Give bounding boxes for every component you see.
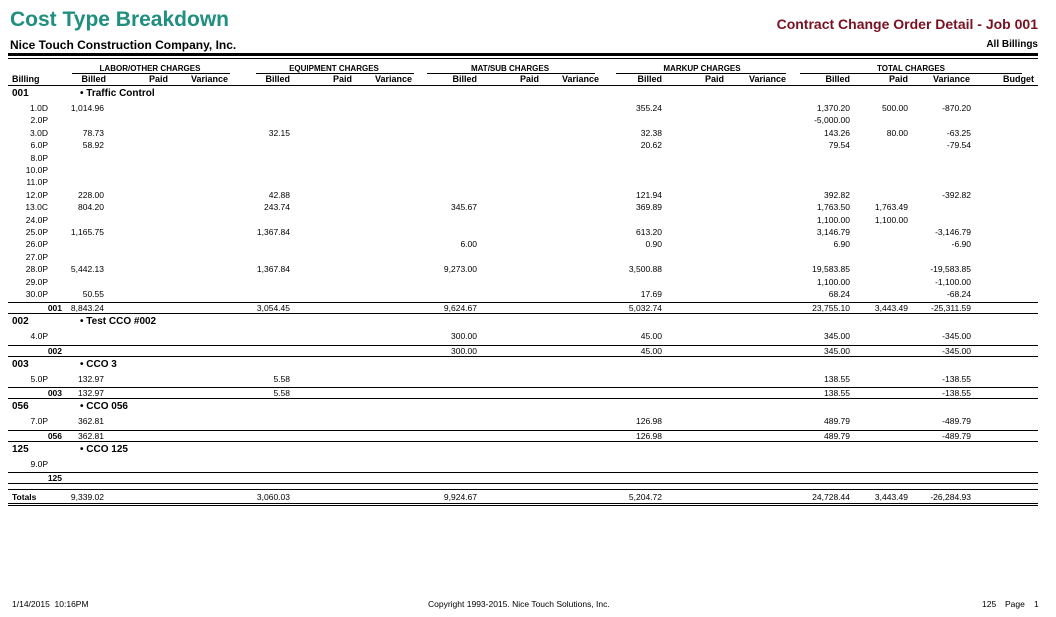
cell-lab-b: 132.97 bbox=[78, 373, 104, 384]
grand-total-rule-double bbox=[8, 505, 1038, 506]
cell-eq-b: 1,367.84 bbox=[256, 227, 290, 237]
cell-mk-b: 5,032.74 bbox=[628, 303, 662, 314]
cell-t-b: 489.79 bbox=[824, 416, 850, 427]
cell-eq-b: 5.58 bbox=[273, 388, 290, 399]
col-billing: Billing bbox=[12, 74, 40, 84]
col-budget: Budget bbox=[1003, 74, 1034, 84]
cell-eq-b: 1,367.84 bbox=[256, 264, 290, 275]
grand-total-rule-bottom bbox=[8, 503, 1038, 504]
row-billing: 13.0C bbox=[25, 202, 48, 213]
cell-lab-b: 9,339.02 bbox=[70, 492, 104, 502]
row-billing: 11.0P bbox=[26, 177, 48, 188]
row-billing: 7.0P bbox=[30, 416, 48, 427]
cell-eq-b: 32.15 bbox=[268, 127, 290, 138]
cell-t-b: 6.90 bbox=[833, 239, 850, 250]
cell-mk-b: 0.90 bbox=[645, 239, 662, 250]
section-total-rule-top bbox=[8, 472, 1038, 473]
cell-t-v: -138.55 bbox=[942, 388, 971, 399]
cell-mk-b: 32.38 bbox=[640, 127, 662, 138]
cell-t-b: 79.54 bbox=[828, 140, 850, 151]
cell-t-b: 392.82 bbox=[824, 189, 850, 200]
cell-mk-b: 369.89 bbox=[636, 202, 662, 213]
cell-t-b: 24,728.44 bbox=[812, 492, 850, 502]
cell-t-v: -68.24 bbox=[946, 289, 971, 299]
cell-t-v: -392.82 bbox=[942, 189, 971, 200]
cell-t-v: -489.79 bbox=[942, 430, 971, 441]
group-header-markup: MARKUP CHARGES bbox=[663, 64, 741, 73]
cell-t-v: -1,100.00 bbox=[935, 276, 971, 287]
cell-eq-b: 3,060.03 bbox=[256, 492, 290, 502]
col-equip-paid: Paid bbox=[332, 74, 352, 84]
cell-lab-b: 1,014.96 bbox=[70, 103, 104, 113]
row-billing: 5.0P bbox=[30, 373, 48, 384]
section-code: 003 bbox=[12, 358, 29, 370]
row-billing: 27.0P bbox=[25, 251, 48, 262]
col-matsub-variance: Variance bbox=[561, 74, 599, 84]
cell-t-v: -19,583.85 bbox=[930, 264, 971, 275]
row-billing: 29.0P bbox=[25, 276, 48, 287]
group-header-labor: LABOR/OTHER CHARGES bbox=[99, 64, 201, 73]
section-code: 001 bbox=[12, 88, 29, 99]
cell-ms-b: 300.00 bbox=[451, 345, 477, 356]
cell-ms-b: 9,273.00 bbox=[443, 264, 477, 275]
cell-t-v: -345.00 bbox=[942, 331, 971, 342]
cell-t-v: -489.79 bbox=[942, 416, 971, 427]
col-matsub-billed: Billed bbox=[452, 74, 477, 84]
cell-mk-b: 126.98 bbox=[636, 430, 662, 441]
group-header-matsub: MAT/SUB CHARGES bbox=[470, 64, 550, 73]
col-matsub-paid: Paid bbox=[519, 74, 539, 84]
section-total-rule-bottom bbox=[8, 441, 1038, 442]
col-labor-variance: Variance bbox=[190, 74, 228, 84]
cell-t-p: 80.00 bbox=[886, 127, 908, 138]
cell-mk-b: 355.24 bbox=[636, 103, 662, 113]
print-datetime: 1/14/2015 10:16PM bbox=[12, 599, 89, 609]
row-billing: 26.0P bbox=[25, 239, 48, 250]
cell-t-p: 3,443.49 bbox=[874, 492, 908, 502]
cell-mk-b: 45.00 bbox=[640, 331, 662, 342]
section-total-label: 056 bbox=[47, 430, 62, 441]
cell-lab-b: 362.81 bbox=[78, 416, 104, 427]
cell-t-v: -26,284.93 bbox=[930, 492, 971, 502]
section-total-rule-bottom bbox=[8, 483, 1038, 484]
cell-ms-b: 6.00 bbox=[460, 239, 477, 250]
col-labor-billed: Billed bbox=[81, 74, 106, 84]
cell-t-v: -3,146.79 bbox=[935, 227, 971, 237]
section-code: 125 bbox=[12, 443, 29, 455]
cell-lab-b: 804.20 bbox=[78, 202, 104, 213]
cell-ms-b: 9,924.67 bbox=[443, 492, 477, 502]
row-billing: 30.0P bbox=[25, 289, 48, 299]
col-equip-billed: Billed bbox=[265, 74, 290, 84]
row-billing: 9.0P bbox=[30, 458, 48, 469]
cell-lab-b: 5,442.13 bbox=[70, 264, 104, 275]
cell-ms-b: 345.67 bbox=[451, 202, 477, 213]
cell-t-b: 1,763.50 bbox=[816, 202, 850, 213]
page-number: 1 bbox=[1034, 599, 1039, 609]
section-total-rule-top bbox=[8, 345, 1038, 346]
group-header-equipment: EQUIPMENT CHARGES bbox=[289, 64, 379, 73]
column-header-rule bbox=[8, 85, 1038, 86]
section-total-rule-top bbox=[8, 387, 1038, 388]
cell-t-v: -63.25 bbox=[946, 127, 971, 138]
copyright: Copyright 1993-2015. Nice Touch Solutions, Inc. bbox=[428, 599, 610, 609]
section-total-label: 125 bbox=[47, 473, 62, 483]
company-name: Nice Touch Construction Company, Inc. bbox=[10, 38, 237, 52]
cell-mk-b: 613.20 bbox=[636, 227, 662, 237]
grand-total-rule-top bbox=[8, 489, 1038, 490]
cell-lab-b: 362.81 bbox=[78, 430, 104, 441]
cell-eq-b: 3,054.45 bbox=[256, 303, 290, 314]
row-billing: 8.0P bbox=[30, 152, 48, 163]
col-total-variance: Variance bbox=[932, 74, 970, 84]
cell-ms-b: 300.00 bbox=[451, 331, 477, 342]
cell-lab-b: 58.92 bbox=[82, 140, 104, 151]
grand-total-label: Totals bbox=[12, 492, 37, 502]
header-rule bbox=[8, 53, 1038, 56]
col-markup-variance: Variance bbox=[748, 74, 786, 84]
cell-t-b: 345.00 bbox=[824, 345, 850, 356]
billing-filter: All Billings bbox=[986, 39, 1038, 50]
row-billing: 6.0P bbox=[30, 140, 48, 151]
cell-mk-b: 3,500.88 bbox=[628, 264, 662, 275]
cell-t-p: 3,443.49 bbox=[874, 303, 908, 314]
cell-t-v: -79.54 bbox=[946, 140, 971, 151]
cell-t-v: -6.90 bbox=[951, 239, 971, 250]
row-billing: 28.0P bbox=[25, 264, 48, 275]
cell-eq-b: 42.88 bbox=[268, 189, 290, 200]
col-labor-paid: Paid bbox=[148, 74, 168, 84]
section-title: • Traffic Control bbox=[80, 88, 155, 99]
cell-t-p: 1,100.00 bbox=[874, 214, 908, 225]
row-billing: 25.0P bbox=[25, 227, 48, 237]
cell-t-b: 23,755.10 bbox=[812, 303, 850, 314]
row-billing: 12.0P bbox=[25, 189, 48, 200]
section-total-rule-bottom bbox=[8, 356, 1038, 357]
section-code: 002 bbox=[12, 316, 29, 328]
cell-t-b: 1,100.00 bbox=[816, 276, 850, 287]
row-billing: 3.0D bbox=[30, 127, 48, 138]
section-total-rule-bottom bbox=[8, 398, 1038, 399]
col-total-billed: Billed bbox=[825, 74, 850, 84]
row-billing: 1.0D bbox=[30, 103, 48, 113]
cell-lab-b: 228.00 bbox=[78, 189, 104, 200]
cell-lab-b: 78.73 bbox=[82, 127, 104, 138]
cell-t-b: 138.55 bbox=[824, 373, 850, 384]
col-markup-paid: Paid bbox=[704, 74, 724, 84]
report-title: Cost Type Breakdown bbox=[10, 8, 229, 31]
cell-t-p: 1,763.49 bbox=[874, 202, 908, 213]
section-title: • CCO 125 bbox=[80, 443, 128, 455]
cell-t-v: -870.20 bbox=[942, 103, 971, 113]
page-label: Page bbox=[1005, 599, 1025, 609]
col-equip-variance: Variance bbox=[374, 74, 412, 84]
cell-t-v: -345.00 bbox=[942, 345, 971, 356]
row-billing: 2.0P bbox=[30, 115, 48, 126]
cell-t-b: 345.00 bbox=[824, 331, 850, 342]
group-header-total: TOTAL CHARGES bbox=[876, 64, 945, 73]
cell-t-b: 68.24 bbox=[828, 289, 850, 299]
section-title: • CCO 3 bbox=[80, 358, 117, 370]
page-job: 125 bbox=[982, 599, 997, 609]
cell-lab-b: 1,165.75 bbox=[70, 227, 104, 237]
cell-mk-b: 20.62 bbox=[640, 140, 662, 151]
section-title: • CCO 056 bbox=[80, 401, 128, 413]
col-markup-billed: Billed bbox=[637, 74, 662, 84]
cell-mk-b: 17.69 bbox=[640, 289, 662, 299]
section-total-label: 001 bbox=[47, 303, 62, 314]
section-total-rule-top bbox=[8, 430, 1038, 431]
cell-t-b: -5,000.00 bbox=[814, 115, 850, 126]
cell-t-b: 19,583.85 bbox=[812, 264, 850, 275]
cell-t-p: 500.00 bbox=[882, 103, 908, 113]
section-total-label: 002 bbox=[47, 345, 62, 356]
row-billing: 24.0P bbox=[25, 214, 48, 225]
cell-eq-b: 5.58 bbox=[273, 373, 290, 384]
cell-t-b: 1,370.20 bbox=[816, 103, 850, 113]
row-billing: 10.0P bbox=[25, 165, 48, 175]
header-rule-thin bbox=[8, 58, 1038, 59]
cell-lab-b: 8,843.24 bbox=[70, 303, 104, 314]
cell-lab-b: 50.55 bbox=[82, 289, 104, 299]
row-billing: 4.0P bbox=[30, 331, 48, 342]
cell-ms-b: 9,624.67 bbox=[443, 303, 477, 314]
cell-t-b: 143.26 bbox=[824, 127, 850, 138]
cell-mk-b: 126.98 bbox=[636, 416, 662, 427]
section-code: 056 bbox=[12, 401, 29, 413]
cell-t-v: -25,311.59 bbox=[930, 303, 971, 314]
cell-t-b: 3,146.79 bbox=[816, 227, 850, 237]
cell-t-b: 138.55 bbox=[824, 388, 850, 399]
cell-mk-b: 45.00 bbox=[640, 345, 662, 356]
section-total-rule-bottom bbox=[8, 313, 1038, 314]
cell-eq-b: 243.74 bbox=[264, 202, 290, 213]
cell-t-b: 489.79 bbox=[824, 430, 850, 441]
section-total-label: 003 bbox=[47, 388, 62, 399]
cell-mk-b: 121.94 bbox=[636, 189, 662, 200]
section-title: • Test CCO #002 bbox=[80, 316, 157, 328]
report-subtitle: Contract Change Order Detail - Job 001 bbox=[776, 16, 1038, 32]
cell-lab-b: 132.97 bbox=[78, 388, 104, 399]
cell-mk-b: 5,204.72 bbox=[628, 492, 662, 502]
cell-t-b: 1,100.00 bbox=[816, 214, 850, 225]
cell-t-v: -138.55 bbox=[942, 373, 971, 384]
col-total-paid: Paid bbox=[888, 74, 908, 84]
